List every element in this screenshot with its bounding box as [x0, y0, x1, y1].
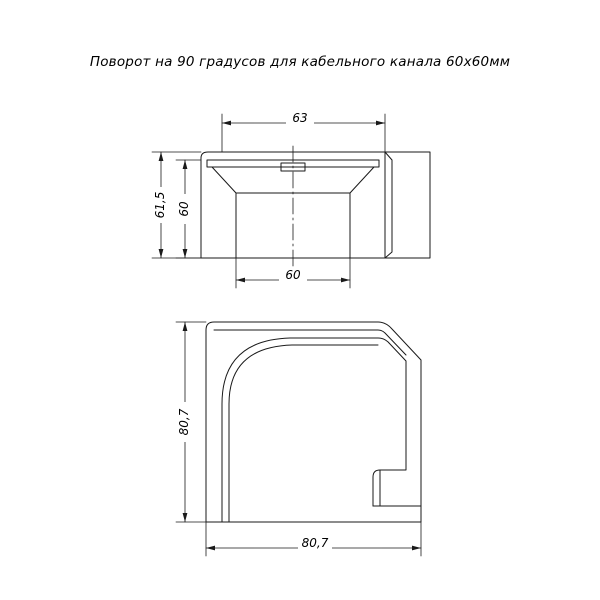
dim-front-width-outer: 63: [292, 111, 308, 125]
dim-side-width: 80,7: [301, 536, 329, 550]
dim-front-width-inner: 60: [285, 268, 301, 282]
side-view-geometry: [206, 322, 421, 522]
page-title: Поворот на 90 градусов для кабельного канала 60х60мм: [89, 54, 511, 70]
dim-front-height-inner: 60: [177, 201, 191, 217]
front-view-geometry: [201, 146, 430, 266]
dim-side-height: 80,7: [177, 408, 191, 436]
dim-front-height-outer: 61,5: [153, 191, 167, 219]
